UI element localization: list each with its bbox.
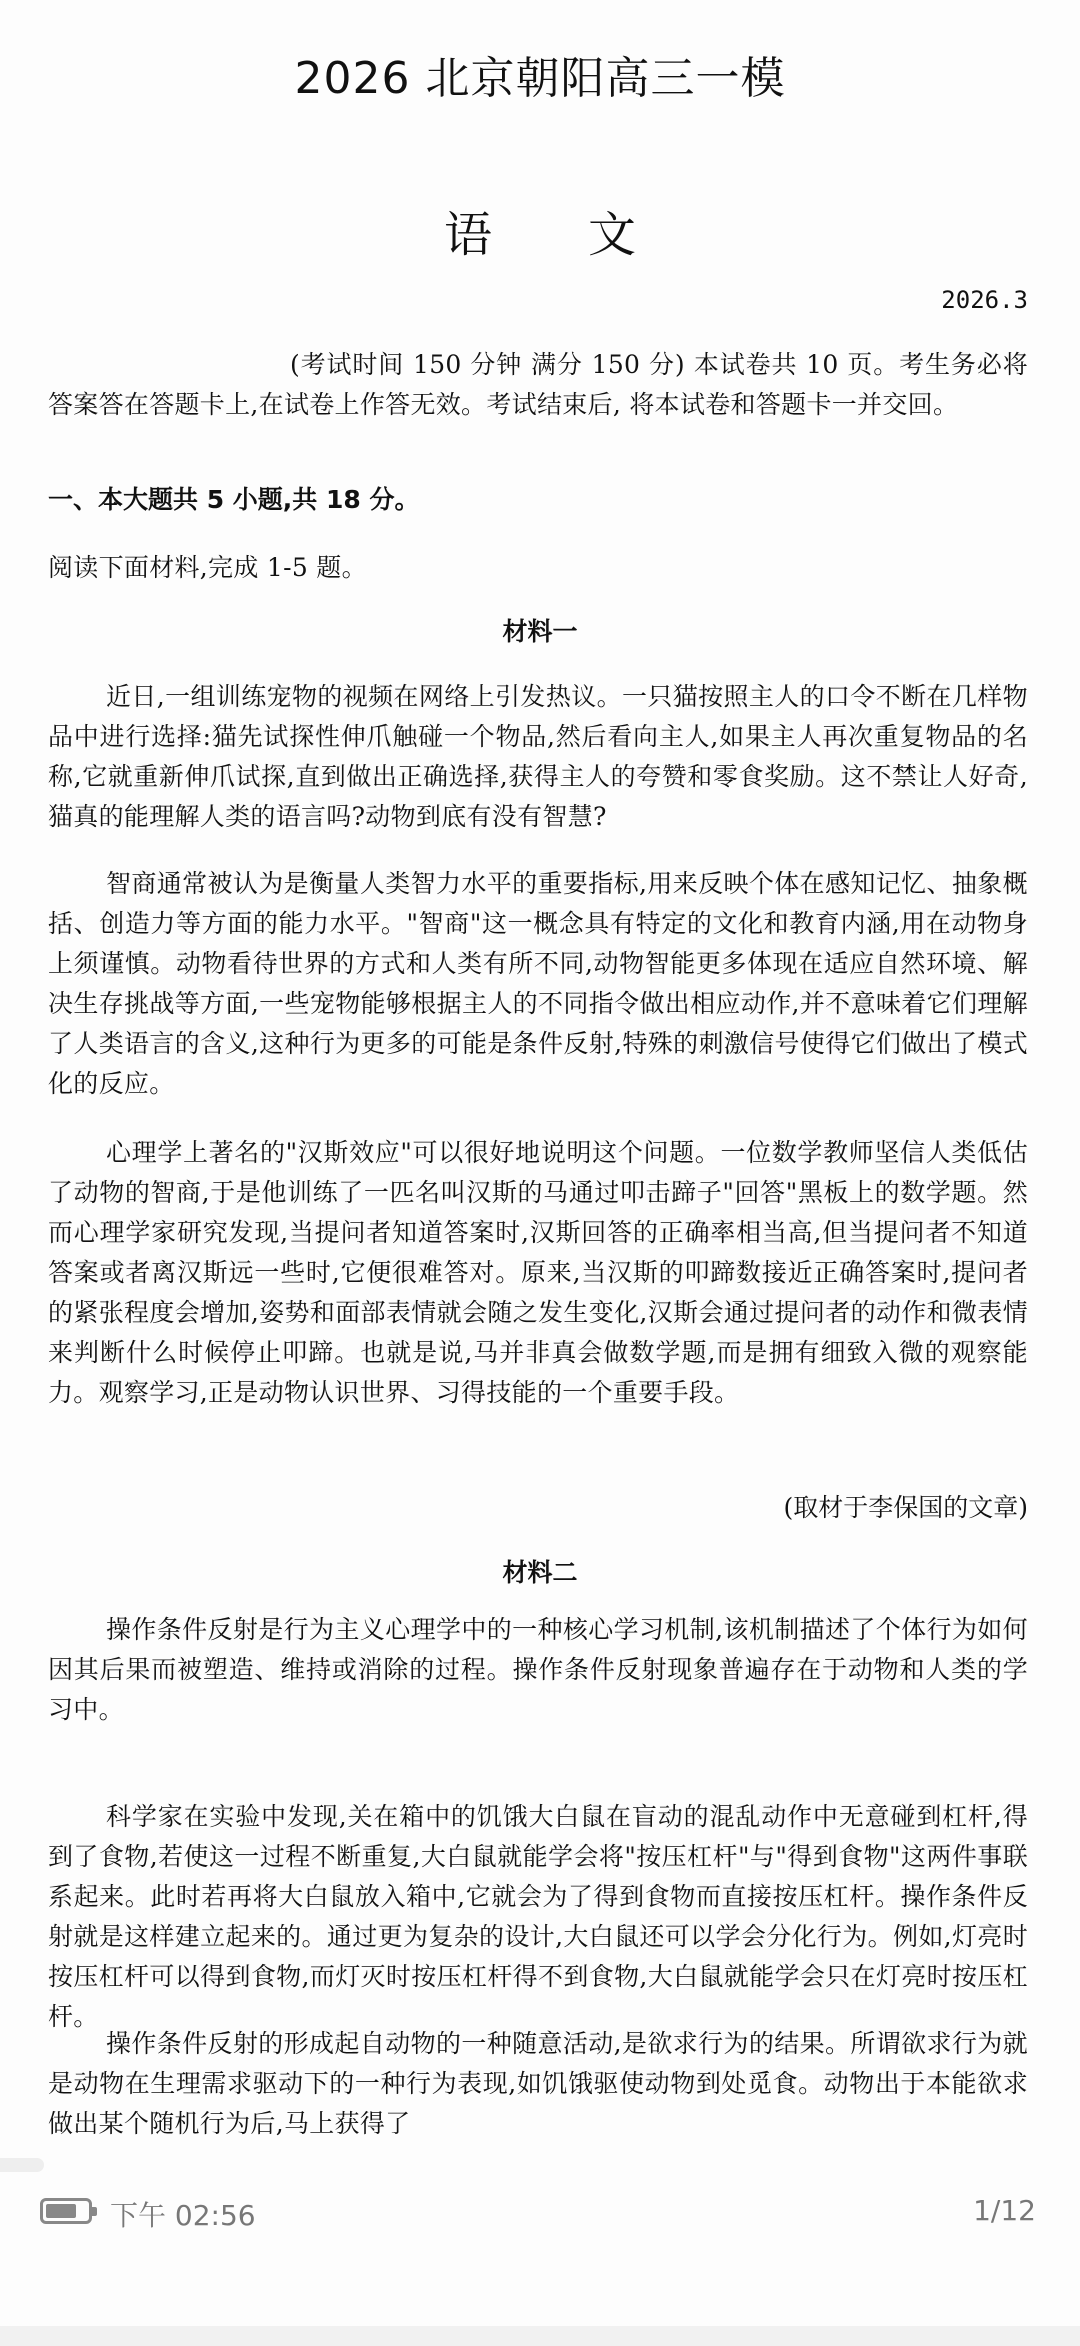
exam-instructions: (考试时间 150 分钟 满分 150 分) 本试卷共 10 页。考生务必将答案答在答题卡上,在试卷上作答无效。考试结束后, 将本试卷和答题卡一并交回。	[48, 350, 1028, 419]
material-one-paragraph: 近日,一组训练宠物的视频在网络上引发热议。一只猫按照主人的口令不断在几样物品中进行选择:猫先试探性伸爪触碰一个物品,然后看向主人,如果主人再次重复物品的名称,它就重新伸爪试探,直到做出正确选择,获得主人的夸赞和零食奖励。这不禁让人好奇,猫真的能理解人类的语言吗?动物到底有没有智慧?	[48, 682, 1028, 831]
reader-status-bar	[0, 2180, 1080, 2250]
material-one-paragraph: 智商通常被认为是衡量人类智力水平的重要指标,用来反映个体在感知记忆、抽象概括、创造力等方面的能力水平。"智商"这一概念具有特定的文化和教育内涵,用在动物身上须谨慎。动物看待世界的方式和人类有所不同,动物智能更多体现在适应自然环境、解决生存挑战等方面,一些宠物能够根据主人的不同指令做出相应动作,并不意味着它们理解了人类语言的含义,这种行为更多的可能是条件反射,特殊的刺激信号使得它们做出了模式化的反应。	[48, 869, 1028, 1098]
section-directions: 阅读下面材料,完成 1-5 题。	[48, 553, 367, 582]
exam-date: 2026.3	[941, 286, 1028, 314]
material-two-paragraph: 操作条件反射是行为主义心理学中的一种核心学习机制,该机制描述了个体行为如何因其后果而被塑造、维持或消除的过程。操作条件反射现象普遍存在于动物和人类的学习中。	[48, 1615, 1028, 1724]
bottom-edge	[0, 2326, 1080, 2346]
section-heading: 一、本大题共 5 小题,共 18 分。	[48, 485, 420, 514]
battery-level-fill	[46, 2204, 76, 2218]
material-two-paragraph: 科学家在实验中发现,关在箱中的饥饿大白鼠在盲动的混乱动作中无意碰到杠杆,得到了食物,若使这一过程不断重复,大白鼠就能学会将"按压杠杆"与"得到食物"这两件事联系起来。此时若再将大白鼠放入箱中,它就会为了得到食物而直接按压杠杆。操作条件反射就是这样建立起来的。通过更为复杂的设计,大白鼠还可以学会分化行为。例如,灯亮时按压杠杆可以得到食物,而灯灭时按压杠杆得不到食物,大白鼠就能学会只在灯亮时按压杠杆。	[48, 1802, 1028, 2031]
subject-title	[0, 196, 1080, 265]
material-two-title: 材料二	[502, 1558, 578, 1587]
material-one-source: (取材于李保国的文章)	[783, 1493, 1028, 1522]
battery-icon	[40, 2198, 92, 2224]
side-drawer-handle[interactable]	[0, 2158, 44, 2172]
status-clock: 下午 02:56	[110, 2199, 256, 2232]
page-indicator[interactable]: 1/12	[973, 2194, 1036, 2227]
material-two-paragraph: 操作条件反射的形成起自动物的一种随意活动,是欲求行为的结果。所谓欲求行为就是动物在生理需求驱动下的一种行为表现,如饥饿驱使动物到处觅食。动物出于本能欲求做出某个随机行为后,马上获得了	[48, 2029, 1028, 2138]
subject-char-2: 文	[588, 207, 637, 263]
material-one-title: 材料一	[502, 617, 578, 646]
subject-char-1: 语	[443, 207, 492, 263]
material-one-paragraph: 心理学上著名的"汉斯效应"可以很好地说明这个问题。一位数学教师坚信人类低估了动物的智商,于是他训练了一匹名叫汉斯的马通过叩击蹄子"回答"黑板上的数学题。然而心理学家研究发现,当提问者知道答案时,汉斯回答的正确率相当高,但当提问者不知道答案或者离汉斯远一些时,它便很难答对。原来,当汉斯的叩蹄数接近正确答案时,提问者的紧张程度会增加,姿势和面部表情就会随之发生变化,汉斯会通过提问者的动作和微表情来判断什么时候停止叩蹄。也就是说,马并非真会做数学题,而是拥有细致入微的观察能力。观察学习,正是动物认识世界、习得技能的一个重要手段。	[48, 1138, 1028, 1407]
exam-title: 2026 北京朝阳高三一模	[294, 53, 786, 104]
battery-tip	[92, 2207, 97, 2216]
